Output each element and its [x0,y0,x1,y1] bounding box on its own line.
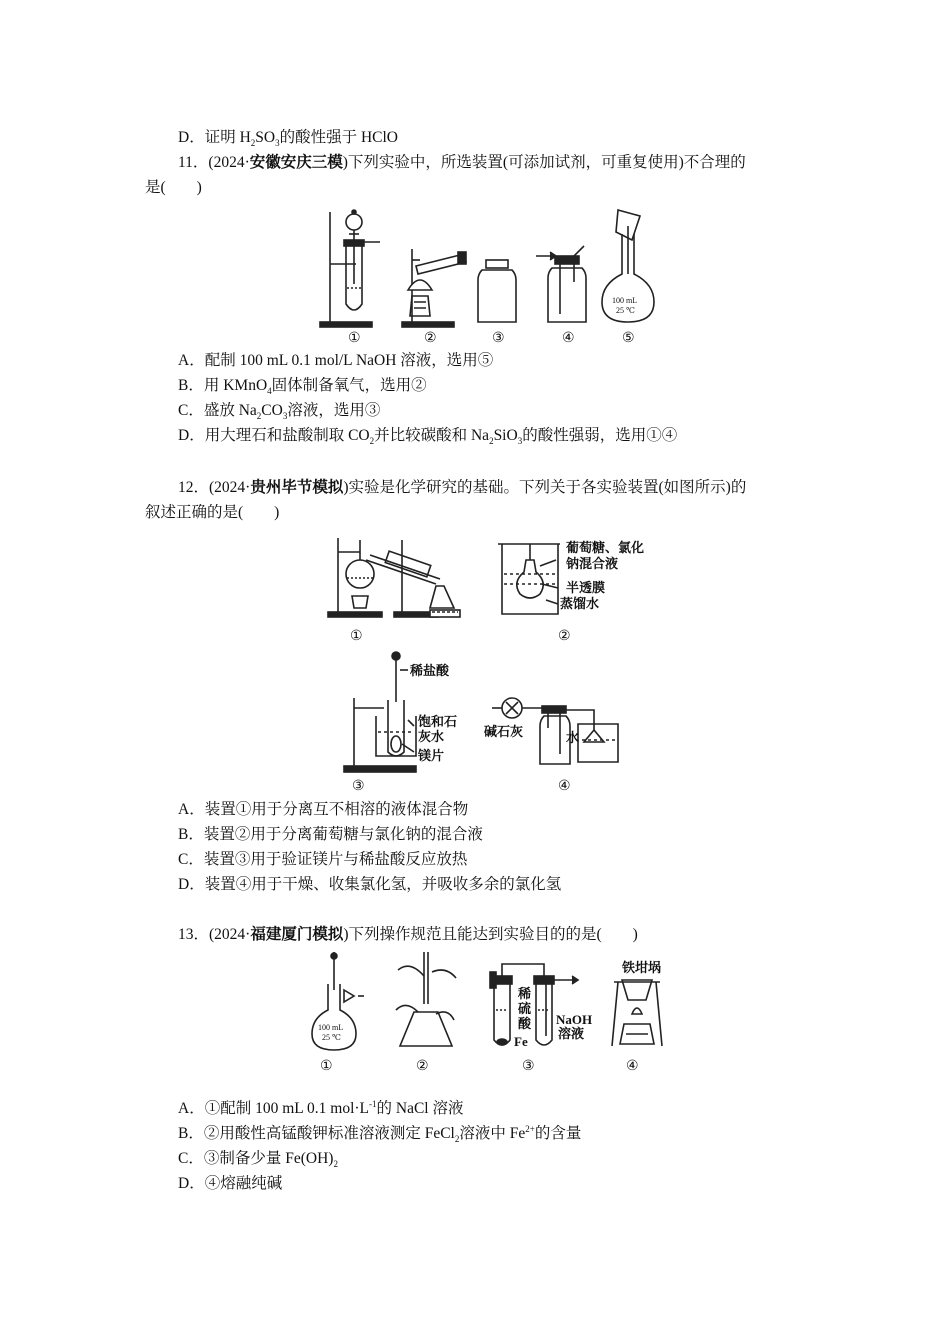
q13-label-4: ④ [626,1059,639,1074]
q13-fig3-label6: 溶液 [558,1026,585,1041]
q11-stem-line2: 是( ) [145,179,202,196]
q12-fig2-label4: 蒸馏水 [560,596,600,611]
q11-flask-text2: 25 ℃ [616,306,635,315]
q13-flask-text1: 100 mL [318,1023,344,1032]
q12-fig4-label2: 水 [566,730,580,745]
q13-fig3-label1: 稀 [518,986,532,1001]
q12-option-a: A．装置①用于分离互不相溶的液体混合物 [178,801,469,818]
q12-fig3-label3: 灰水 [418,729,445,744]
q11-apparatus-figure [316,204,656,346]
q12-label-1: ① [350,629,363,644]
q11-label-2: ② [424,331,437,346]
q13-flask-text2: 25 ℃ [322,1033,341,1042]
q12-stem-line2: 叙述正确的是( ) [145,504,280,521]
q12-fig3-label4: 镁片 [418,748,445,763]
q13-label-1: ① [320,1059,333,1074]
q12-fig2-label2: 钠混合液 [566,556,619,571]
q11-option-c: C．盛放 $Na_2CO_3$溶液，选用③ [178,402,381,422]
q13-fig3-label2: 硫 [518,1001,532,1016]
q12-label-2: ② [558,629,571,644]
q13-option-a: A．①配制 100 mL 0.1 $mol\cdot L^{-1}$的 NaCl 溶液 [178,1098,464,1117]
q12-fig3-label2: 饱和石 [418,714,458,729]
q11-apparatus-3 [478,260,516,322]
q11-label-4: ④ [562,331,575,346]
q13-fig3-label5: NaOH [556,1012,593,1027]
q13-option-b: B．②用酸性高锰酸钾标准溶液测定 FeCl$_2$溶液中 $Fe^{2+}$的含量 [178,1123,582,1145]
q12-fig4-label1: 碱石灰 [484,724,524,739]
q12-option-d: D．装置④用于干燥、收集氯化氢，并吸收多余的氯化氢 [178,876,562,893]
q12-apparatus-3 [344,652,416,772]
q11-option-b: B．用 KMnO$_4$固体制备氧气，选用② [178,377,427,397]
q13-label-3: ③ [522,1059,535,1074]
q12-fig3-label1: 稀盐酸 [410,663,450,678]
q11-apparatus-2 [402,249,466,327]
q12-label-4: ④ [558,779,571,794]
q12-option-c: C．装置③用于验证镁片与稀盐酸反应放热 [178,851,468,868]
q12-fig2-label3: 半透膜 [566,580,606,595]
q13-fig3-label4: Fe [514,1034,528,1049]
q13-fig4-label: 铁坩埚 [622,960,662,975]
q13-option-c: C．③制备少量 $Fe(OH)_2$ [178,1150,338,1170]
q10-option-d: D．证明 $H_2SO_3$的酸性强于 HClO [178,129,399,149]
q13-stem: 13．(2024·福建厦门模拟)下列操作规范且能达到实验目的的是( ) [178,926,638,943]
q12-option-b: B．装置②用于分离葡萄糖与氯化钠的混合液 [178,826,483,843]
q11-option-d: D．用大理石和盐酸制取 $CO_2$并比较碳酸和 $Na_2SiO_3$的酸性强弱，选用①④ [178,427,678,447]
q12-stem-line1: 12．(2024·贵州毕节模拟)实验是化学研究的基础。下列关于各实验装置(如图所示)的 [178,479,747,496]
q12-label-3: ③ [352,779,365,794]
q13-apparatus-figure [306,950,686,1075]
q13-label-2: ② [416,1059,429,1074]
q13-option-d: D．④熔融纯碱 [178,1175,283,1192]
q13-apparatus-2 [396,952,456,1046]
q11-stem-line1: 11．(2024·安徽安庆三模)下列实验中，所选装置(可添加试剂，可重复使用)不合理的 [178,154,746,171]
q11-label-1: ① [348,331,361,346]
q11-option-a: A．配制 100 mL 0.1 mol/L NaOH 溶液，选用⑤ [178,352,494,369]
q11-label-5: ⑤ [622,331,635,346]
q11-label-3: ③ [492,331,505,346]
q11-apparatus-1 [320,210,380,327]
q12-apparatus-figure [326,530,666,795]
q12-apparatus-1 [328,538,460,617]
q12-fig2-label1: 葡萄糖、氯化 [566,540,645,555]
q12-apparatus-2 [498,544,560,614]
q11-apparatus-4 [536,246,586,322]
q13-fig3-label3: 酸 [518,1016,532,1031]
q11-flask-text1: 100 mL [612,296,638,305]
q13-apparatus-4 [612,980,662,1046]
